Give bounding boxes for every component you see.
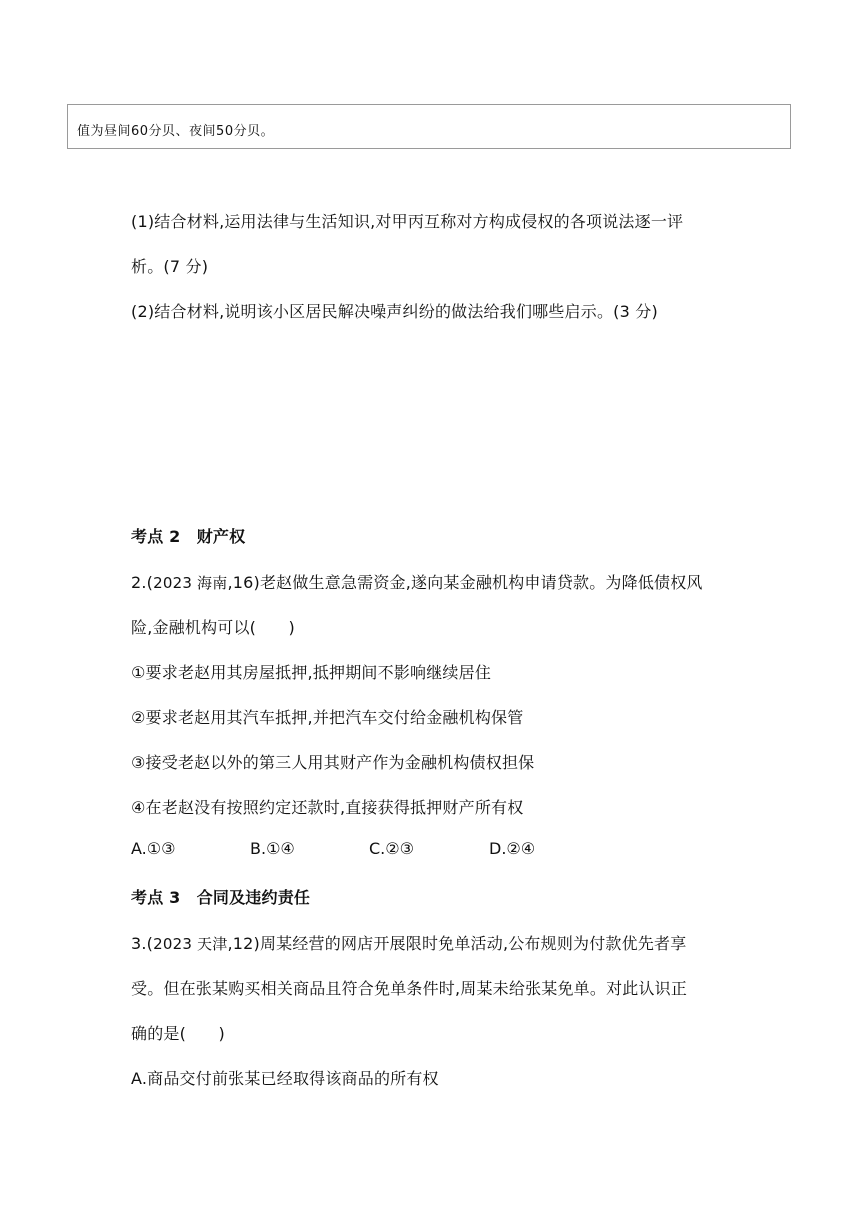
q3-prefix: 3.( bbox=[131, 934, 154, 953]
q2-item-3: ③接受老赵以外的第三人用其财产作为金融机构债权担保 bbox=[131, 753, 535, 772]
q3-source: 2023 天津 bbox=[153, 935, 228, 953]
q2-stem-rest: ,16)老赵做生意急需资金,遂向某金融机构申请贷款。为降低债权风 bbox=[227, 573, 703, 592]
q3-stem-rest: ,12)周某经营的网店开展限时免单活动,公布规则为付款优先者享 bbox=[227, 934, 687, 953]
material-box bbox=[67, 104, 791, 149]
q3-option-a: A.商品交付前张某已经取得该商品的所有权 bbox=[131, 1069, 439, 1088]
section-heading-kaodian3: 考点 3 合同及违约责任 bbox=[131, 888, 311, 907]
q2-item-1: ①要求老赵用其房屋抵押,抵押期间不影响继续居住 bbox=[131, 663, 492, 682]
q2-choice-c: C.②③ bbox=[369, 839, 414, 858]
q2-item-4: ④在老赵没有按照约定还款时,直接获得抵押财产所有权 bbox=[131, 798, 524, 817]
q2-choice-b: B.①④ bbox=[250, 839, 295, 858]
q3-stem-line3: 确的是( ) bbox=[131, 1024, 225, 1043]
q1-part1-line1: (1)结合材料,运用法律与生活知识,对甲丙互称对方构成侵权的各项说法逐一评 bbox=[131, 212, 684, 231]
q2-item-2: ②要求老赵用其汽车抵押,并把汽车交付给金融机构保管 bbox=[131, 708, 524, 727]
q3-stem-line1 bbox=[131, 931, 686, 954]
q2-choices bbox=[131, 839, 731, 861]
q1-part2: (2)结合材料,说明该小区居民解决噪声纠纷的做法给我们哪些启示。(3 分) bbox=[131, 302, 658, 321]
q2-stem-line2: 险,金融机构可以( ) bbox=[131, 618, 295, 637]
q2-stem-line1 bbox=[131, 570, 703, 593]
q2-choice-a: A.①③ bbox=[131, 839, 176, 858]
q2-choice-d: D.②④ bbox=[489, 839, 536, 858]
material-text: 值为昼间60分贝、夜间50分贝。 bbox=[77, 124, 275, 139]
section-heading-kaodian2: 考点 2 财产权 bbox=[131, 527, 246, 546]
q3-stem-line2: 受。但在张某购买相关商品且符合免单条件时,周某未给张某免单。对此认识正 bbox=[131, 979, 688, 998]
q2-source: 2023 海南 bbox=[153, 574, 228, 592]
q2-prefix: 2.( bbox=[131, 573, 154, 592]
q1-part1-line2: 析。(7 分) bbox=[131, 257, 209, 276]
